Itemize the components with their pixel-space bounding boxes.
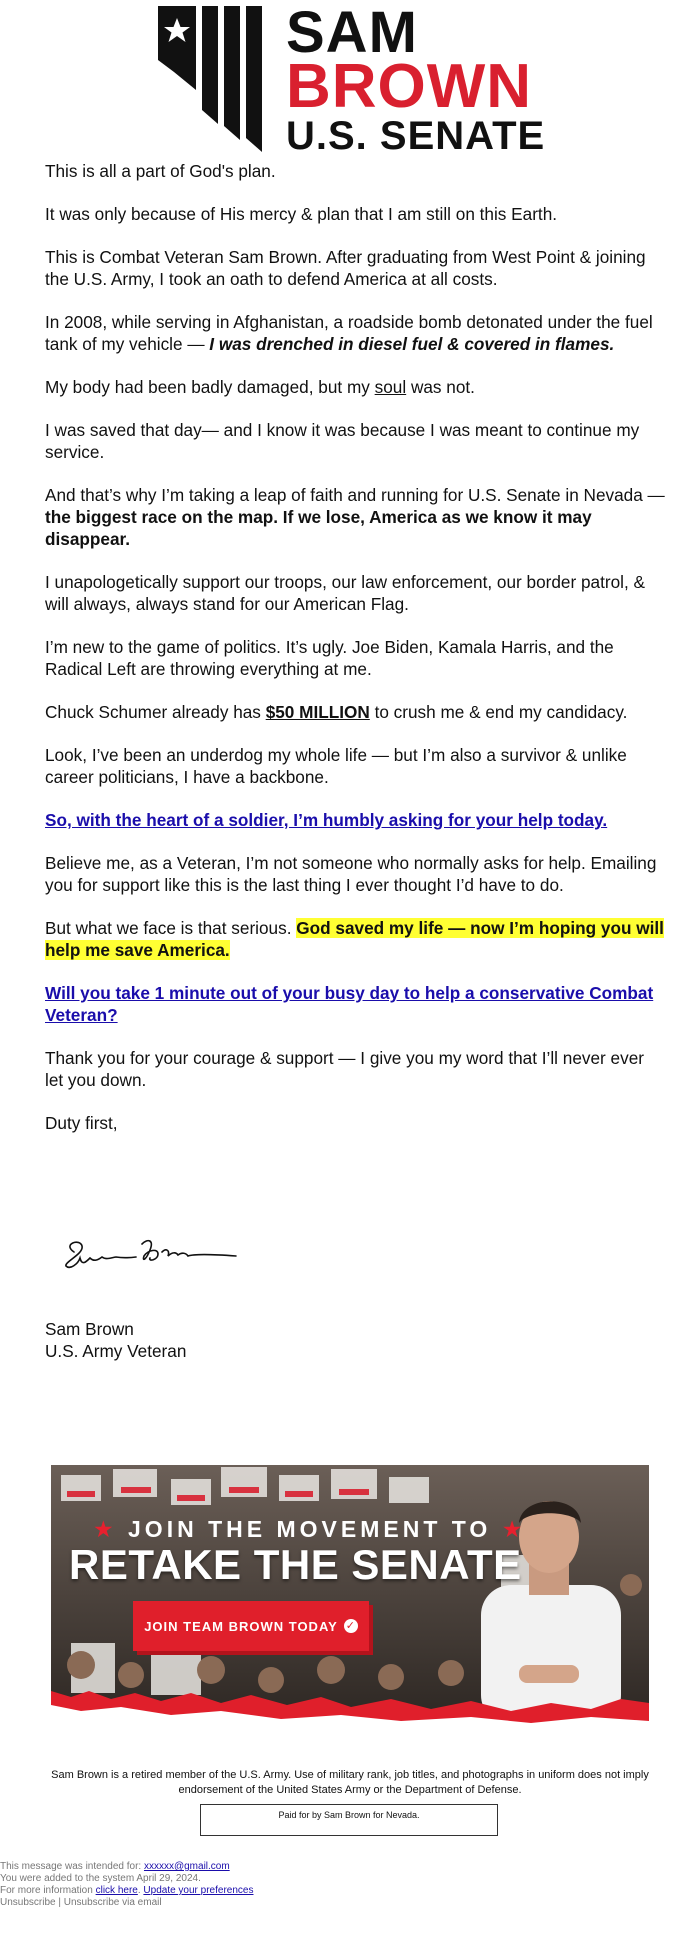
- join-team-brown-button[interactable]: [133, 1601, 369, 1651]
- closing: Duty first,: [45, 1113, 118, 1133]
- signature-image: [58, 1222, 248, 1282]
- more-info-prefix: For more information: [0, 1885, 96, 1896]
- banner-line1-text: JOIN THE MOVEMENT TO: [128, 1516, 492, 1542]
- campaign-logo: [158, 0, 548, 158]
- text: My body had been badly damaged, but my: [45, 377, 375, 397]
- paragraph: I unapologetically support our troops, our law enforcement, our border patrol, & will always, always stand for our American Flag.: [45, 572, 645, 614]
- star-icon: ★: [93, 1516, 118, 1542]
- paragraph: [45, 701, 665, 723]
- star-icon: ★: [501, 1516, 527, 1542]
- text: And that’s why I’m taking a leap of faith and running for U.S. Senate in Nevada —: [45, 485, 665, 505]
- paragraph: It was only because of His mercy & plan that I am still on this Earth.: [45, 204, 558, 224]
- paid-for-box: Paid for by Sam Brown for Nevada.: [200, 1804, 498, 1836]
- paragraph: [45, 917, 665, 961]
- text: But what we face is that serious.: [45, 918, 297, 938]
- paragraph: [45, 376, 665, 398]
- paragraph: Look, I’ve been an underdog my whole life — but I’m also a survivor & unlike career politicians, I have a backbone.: [45, 745, 627, 787]
- paragraph: [45, 809, 665, 831]
- paragraph: This is Combat Veteran Sam Brown. After graduating from West Point & joining the U.S. Army, I took an oath to defend America at all costs.: [45, 247, 646, 289]
- rally-crowd-photo: [51, 1465, 649, 1725]
- paragraph: Thank you for your courage & support — I give you my word that I’ll never ever let you down.: [45, 1048, 644, 1090]
- cta-label: JOIN TEAM BROWN TODAY: [144, 1618, 338, 1634]
- intended-line: [0, 1861, 253, 1873]
- logo-senate: U.S. SENATE: [286, 114, 546, 158]
- underlined-text: soul: [374, 377, 407, 397]
- pipe-separator: |: [55, 1897, 64, 1908]
- text: was not.: [406, 377, 475, 397]
- intended-prefix: This message was intended for:: [0, 1861, 144, 1872]
- highlighted-text: God saved my life — now I’m hoping you will help me save America.: [45, 918, 664, 960]
- recipient-email-link[interactable]: xxxxxx@gmail.com: [143, 1861, 230, 1872]
- banner-heading: RETAKE THE SENATE: [69, 1541, 522, 1588]
- letter-body: [45, 160, 665, 1155]
- military-disclaimer: Sam Brown is a retired member of the U.S. Army. Use of military rank, job titles, and photographs in uniform does not imply endorsement of the United States Army or the Department of Defense.: [51, 1769, 649, 1796]
- logo-sam: SAM: [286, 0, 418, 65]
- paragraph: [45, 484, 665, 550]
- unsubscribe-email-link[interactable]: Unsubscribe via email: [63, 1897, 162, 1908]
- join-movement-banner[interactable]: [51, 1465, 649, 1725]
- donate-link-heart-of-soldier[interactable]: So, with the heart of a soldier, I’m humbly asking for your help today.: [45, 810, 608, 830]
- paragraph: [45, 311, 665, 355]
- check-circle-icon: ✓: [345, 1620, 356, 1632]
- text: In 2008, while serving in Afghanistan, a roadside bomb detonated under the fuel tank of my vehicle —: [45, 312, 653, 354]
- signature-block: [45, 1318, 186, 1362]
- banner-subheading: [93, 1516, 526, 1543]
- signer-title: U.S. Army Veteran: [45, 1341, 187, 1361]
- emphasis-text: I was drenched in diesel fuel & covered in flames.: [209, 334, 615, 354]
- bold-text: the biggest race on the map. If we lose, America as we know it may disappear.: [45, 507, 592, 549]
- paragraph: I’m new to the game of politics. It’s ugly. Joe Biden, Kamala Harris, and the Radical Left are throwing everything at me.: [45, 637, 614, 679]
- email-meta: [0, 1861, 253, 1909]
- unsubscribe-line: [0, 1897, 253, 1909]
- donate-link-one-minute[interactable]: Will you take 1 minute out of your busy day to help a conservative Combat Veteran?: [45, 983, 654, 1025]
- unsubscribe-link[interactable]: Unsubscribe: [0, 1897, 56, 1908]
- added-line: You were added to the system April 29, 2024.: [0, 1873, 201, 1884]
- logo-brown: BROWN: [286, 52, 533, 121]
- paragraph: Believe me, as a Veteran, I’m not someone who normally asks for help. Emailing you for support like this is the last thing I ever thought I’d have to do.: [45, 853, 657, 895]
- paragraph: [45, 982, 665, 1026]
- text: Chuck Schumer already has: [45, 702, 266, 722]
- click-here-link[interactable]: click here: [95, 1885, 138, 1896]
- paragraph: I was saved that day— and I know it was because I was meant to continue my service.: [45, 420, 640, 462]
- signer-name: Sam Brown: [45, 1319, 134, 1339]
- more-info-line: [0, 1885, 253, 1897]
- paragraph: This is all a part of God's plan.: [45, 161, 276, 181]
- bold-underlined-text: $50 MILLION: [265, 702, 370, 722]
- update-preferences-link[interactable]: Update your preferences: [143, 1885, 254, 1896]
- text: to crush me & end my candidacy.: [369, 702, 628, 722]
- separator: .: [137, 1885, 144, 1896]
- flag-bars-icon: [158, 6, 283, 154]
